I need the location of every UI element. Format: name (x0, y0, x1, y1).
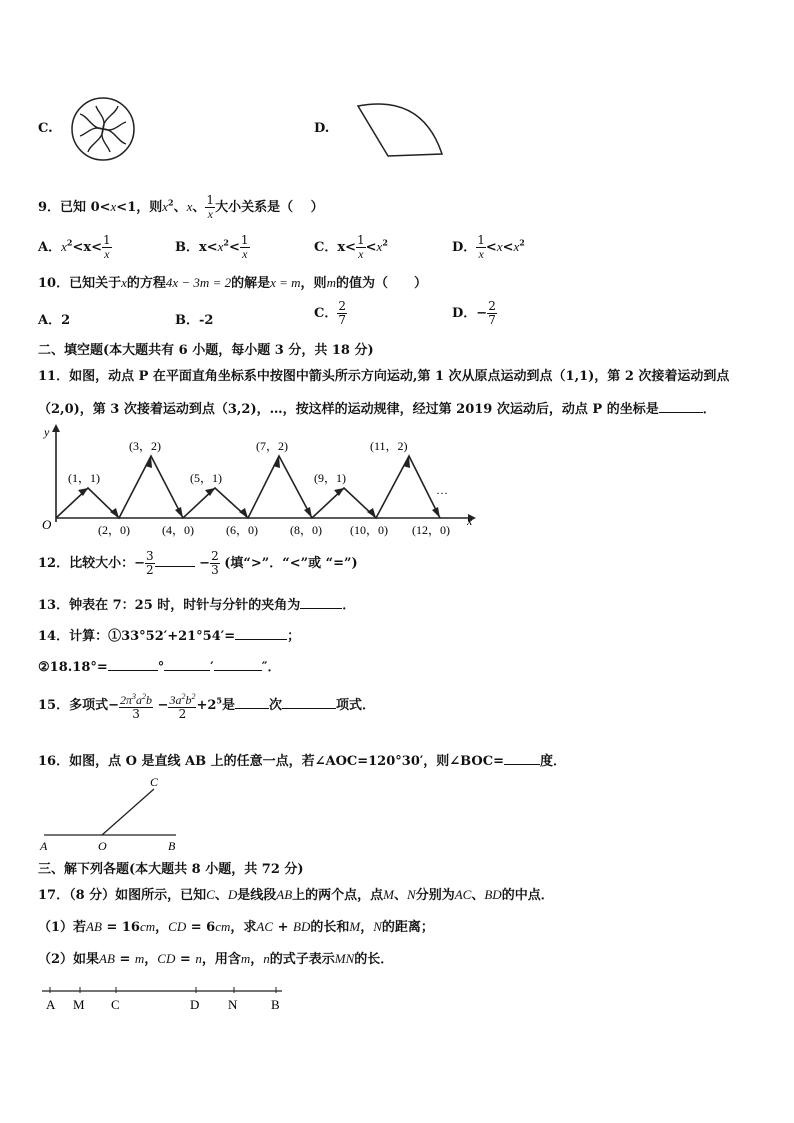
zero-label: (8，0) (290, 523, 322, 537)
q8-option-d-label: D. (314, 121, 330, 136)
peak-label: (5，1) (190, 471, 222, 485)
svg-text:A: A (46, 997, 56, 1012)
zero-label: (12，0) (412, 523, 450, 537)
q17-part1: （1）若AB = 16cm，CD = 6cm，求AC + BD的长和M，N的距离； (38, 919, 434, 935)
zero-label: (10，0) (350, 523, 388, 537)
q9-option-c[interactable]: C．x< $\frac{1}{x}$ $<x^2$ (314, 233, 388, 261)
origin-label: O (42, 517, 52, 532)
svg-text:D: D (190, 997, 200, 1012)
q14-line2: ②18.18°= ° ′ ″． (38, 660, 281, 675)
peak-label: (3，2) (129, 439, 161, 453)
q10-stem: 10．已知关于x的方程4x − 3m = 2的解是x = m，则m的值为（ ） (38, 275, 427, 291)
svg-text:B: B (168, 839, 176, 853)
q10-option-b[interactable]: B．-2 (175, 313, 214, 328)
pinwheel-figure (68, 96, 138, 162)
q9-option-d[interactable]: D． $\frac{1}{x}$ $<x<x^2$ (452, 233, 525, 261)
q9-option-b[interactable]: B．$x<x^2<$ $\frac{1}{x}$ (175, 233, 249, 261)
q17-segment-figure (38, 985, 288, 1023)
q9-option-a[interactable]: A．$x^2<x<$ $\frac{1}{x}$ (38, 233, 111, 261)
peak-label: (7，2) (256, 439, 288, 453)
graph-ellipsis: … (436, 483, 448, 497)
q17-stem: 17．（8 分）如图所示，已知C、D是线段AB上的两个点，点M、N分别为AC、BD的中点． (38, 887, 554, 903)
zero-label: (4，0) (162, 523, 194, 537)
q17-part2: （2）如果AB = m，CD = n，用含m，n的式子表示MN的长． (38, 951, 394, 967)
q12: 12．比较大小：− $\frac{3}{2}$ − $\frac{2}{3}$ (填“>”．“<”或 “=”) (38, 549, 358, 577)
x-axis-label: x (467, 514, 473, 528)
peak-label: (1，1) (68, 471, 100, 485)
q16: 16．如图，点 O 是直线 AB 上的任意一点，若∠AOC=120°30′，则∠BOC= 度． (38, 754, 566, 769)
zigzag-path (56, 456, 440, 518)
zero-label: (2，0) (98, 523, 130, 537)
section2-title: 二、填空题(本大题共有 6 小题，每小题 3 分，共 18 分) (38, 343, 374, 358)
zero-label: (6，0) (226, 523, 258, 537)
q14-line1: 14．计算：①33°52′+21°54′= ； (38, 629, 301, 644)
svg-text:C: C (150, 775, 159, 789)
q10-option-d[interactable]: D．− $\frac{2}{7}$ (452, 299, 496, 327)
q10-option-a[interactable]: A．2 (38, 313, 71, 328)
q10-option-c[interactable]: C． $\frac{2}{7}$ (314, 299, 346, 327)
sector-figure (352, 96, 448, 160)
q11-line1: 11．如图，动点 P 在平面直角坐标系中按图中箭头所示方向运动,第 1 次从原点运动到点（1,1)，第 2 次接着运动到点 (38, 369, 730, 384)
q16-angle-figure (38, 773, 188, 853)
peak-label: (11，2) (370, 439, 408, 453)
q11-motion-graph (38, 422, 484, 538)
y-axis-label: y (44, 425, 50, 439)
q8-option-c-label: C. (38, 121, 53, 136)
q9-stem: 9．已知 0<x<1，则$x^2$、x、 $\frac{1}{x}$ 大小关系是（ ） (38, 193, 324, 221)
svg-text:B: B (271, 997, 280, 1012)
ray-oc (102, 789, 154, 835)
q13: 13．钟表在 7：25 时，时针与分针的夹角为 ． (38, 598, 356, 613)
q11-line2: （2,0)，第 3 次接着运动到点（3,2)，…，按这样的运动规律，经过第 2019 次运动后，动点 P 的坐标是 ． (38, 402, 716, 417)
svg-text:M: M (73, 997, 85, 1012)
svg-text:C: C (111, 997, 120, 1012)
svg-text:N: N (228, 997, 238, 1012)
section3-title: 三、解下列各题(本大题共 8 小题，共 72 分) (38, 862, 304, 877)
q15: 15．多项式− $\frac{2\pi^3a^2b}{3}$ − $\frac{3a^2b^2}{2}$ $+2^5$是 次 项式． (38, 692, 376, 721)
direction-arrows (78, 456, 440, 518)
svg-text:A: A (40, 839, 48, 853)
peak-label: (9，1) (314, 471, 346, 485)
svg-text:O: O (98, 839, 107, 853)
